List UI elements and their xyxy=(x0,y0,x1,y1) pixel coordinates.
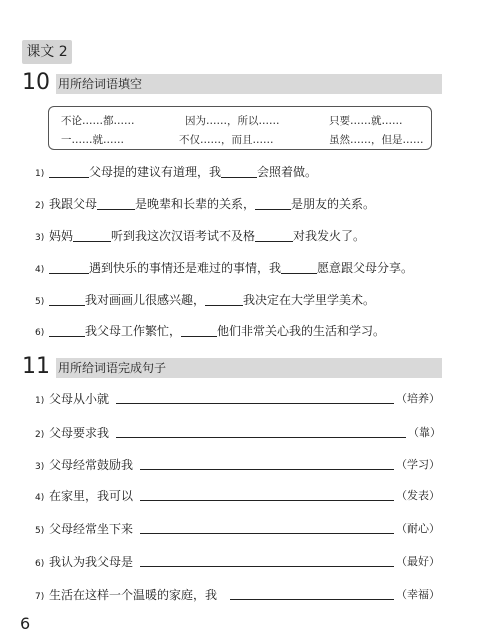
item-text: 他们非常关心我的生活和学习。 xyxy=(217,324,386,338)
item-text: 我对画画儿很感兴趣， xyxy=(85,293,206,307)
exercise-10-item-4 xyxy=(35,259,465,276)
answer-line[interactable] xyxy=(140,521,394,534)
fill-blank[interactable] xyxy=(255,197,291,210)
item-text: 妈妈 xyxy=(49,229,74,243)
item-number: 4) xyxy=(35,265,45,275)
word-bank-item: 只要……就…… xyxy=(329,115,403,127)
word-bank-item: 不仅……，而且…… xyxy=(179,134,274,146)
lesson-label: 课文 2 xyxy=(22,40,72,64)
item-text: 遇到快乐的事情还是难过的事情，我 xyxy=(89,261,282,275)
item-text: 在家里，我可以 xyxy=(49,489,134,503)
item-text: 父母经常鼓励我 xyxy=(49,458,134,472)
item-number: 6) xyxy=(35,559,45,569)
item-text: 我认为我父母是 xyxy=(49,555,134,569)
item-text: 听到我这次汉语考试不及格 xyxy=(111,229,256,243)
item-text: 是朋友的关系。 xyxy=(291,197,376,211)
exercise-11-number: 11 xyxy=(22,352,56,382)
item-text: 愿意跟父母分享。 xyxy=(317,261,414,275)
fill-blank[interactable] xyxy=(221,165,257,178)
item-number: 2) xyxy=(35,430,45,440)
item-text: 我跟父母 xyxy=(49,197,98,211)
exercise-10-item-6 xyxy=(35,322,465,339)
item-text: 是晚辈和长辈的关系， xyxy=(135,197,256,211)
fill-blank[interactable] xyxy=(49,261,89,274)
item-text: 父母从小就 xyxy=(49,392,110,406)
fill-blank[interactable] xyxy=(281,261,317,274)
item-number: 6) xyxy=(35,328,45,338)
item-text: 会照着做。 xyxy=(257,165,318,179)
item-number: 2) xyxy=(35,201,45,211)
hint-word: （培养） xyxy=(396,392,440,405)
fill-blank[interactable] xyxy=(205,293,243,306)
answer-line[interactable] xyxy=(140,457,394,470)
fill-blank[interactable] xyxy=(49,324,85,337)
item-text: 父母要求我 xyxy=(49,426,110,440)
exercise-10-header xyxy=(22,70,442,95)
answer-line[interactable] xyxy=(140,488,394,501)
fill-blank[interactable] xyxy=(255,229,293,242)
item-number: 4) xyxy=(35,493,45,503)
word-bank xyxy=(48,106,432,150)
item-number: 3) xyxy=(35,233,45,243)
hint-word: （幸福） xyxy=(396,588,440,601)
fill-blank[interactable] xyxy=(181,324,217,337)
exercise-10-number: 10 xyxy=(22,68,56,98)
exercise-10-title: 用所给词语填空 xyxy=(58,77,143,91)
exercise-10-item-2 xyxy=(35,195,465,212)
hint-word: （靠） xyxy=(408,426,441,439)
answer-line[interactable] xyxy=(140,554,394,567)
item-number: 1) xyxy=(35,396,45,406)
exercise-11-title: 用所给词语完成句子 xyxy=(58,361,167,375)
answer-line[interactable] xyxy=(230,587,394,600)
exercise-10-item-1 xyxy=(35,163,465,180)
item-number: 5) xyxy=(35,297,45,307)
hint-word: （耐心） xyxy=(396,522,440,535)
word-bank-item: 一……就…… xyxy=(61,134,124,146)
fill-blank[interactable] xyxy=(49,293,85,306)
word-bank-item: 虽然……，但是…… xyxy=(329,134,424,146)
hint-word: （学习） xyxy=(396,458,440,471)
item-text: 我决定在大学里学美术。 xyxy=(243,293,376,307)
exercise-10-item-3 xyxy=(35,227,465,244)
fill-blank[interactable] xyxy=(49,165,89,178)
answer-line[interactable] xyxy=(116,425,406,438)
fill-blank[interactable] xyxy=(97,197,135,210)
item-text: 对我发火了。 xyxy=(293,229,366,243)
exercise-10-item-5 xyxy=(35,291,465,308)
answer-line[interactable] xyxy=(116,391,394,404)
fill-blank[interactable] xyxy=(73,229,111,242)
item-number: 7) xyxy=(35,592,45,602)
item-text: 我父母工作繁忙， xyxy=(85,324,182,338)
word-bank-item: 不论……都…… xyxy=(61,115,135,127)
item-text: 生活在这样一个温暖的家庭，我 xyxy=(49,588,218,602)
hint-word: （发表） xyxy=(396,489,440,502)
page-number: 6 xyxy=(20,614,31,633)
item-number: 1) xyxy=(35,169,45,179)
hint-word: （最好） xyxy=(396,555,440,568)
item-text: 父母经常坐下来 xyxy=(49,522,134,536)
word-bank-item: 因为……，所以…… xyxy=(185,115,280,127)
exercise-11-header xyxy=(22,354,442,379)
item-number: 3) xyxy=(35,462,45,472)
item-number: 5) xyxy=(35,526,45,536)
item-text: 父母提的建议有道理，我 xyxy=(89,165,222,179)
